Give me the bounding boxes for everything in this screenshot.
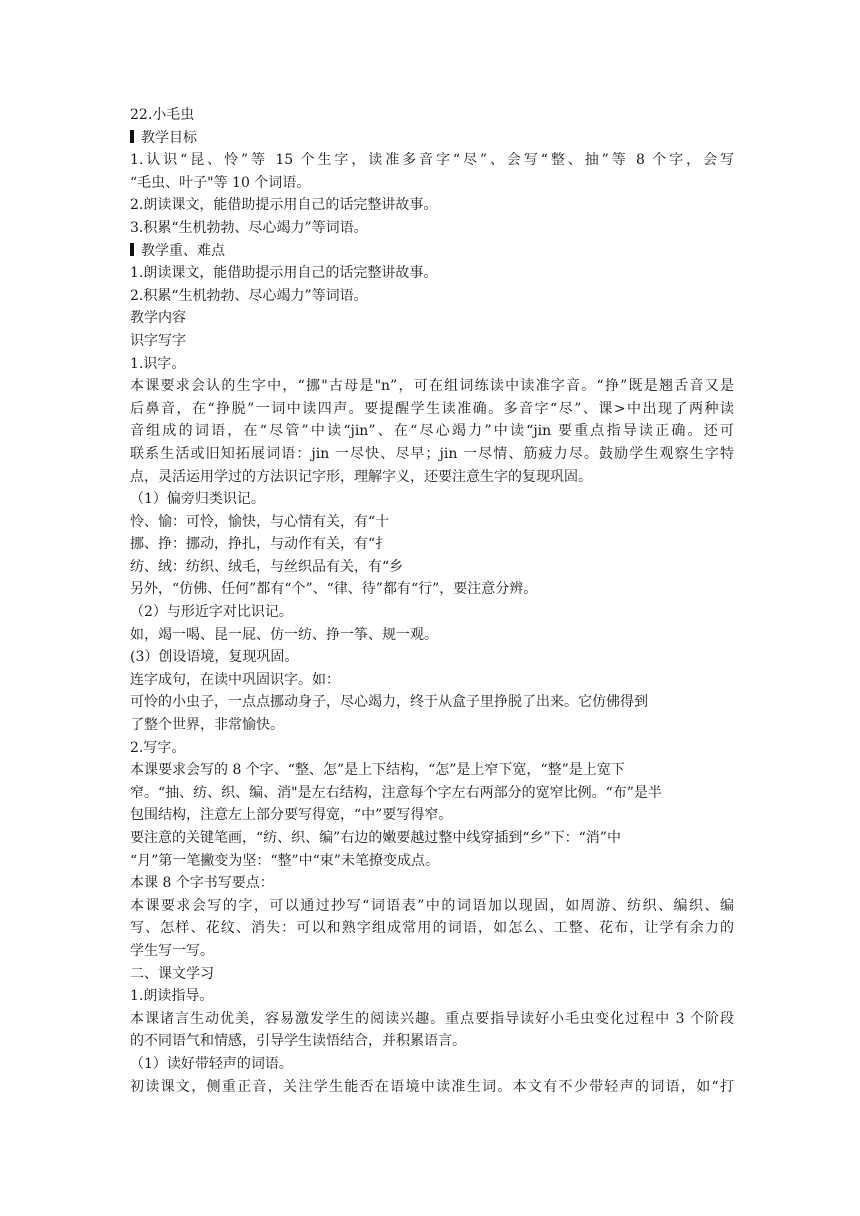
goal-line: “毛虫、叶子"等 10 个词语。 <box>130 174 311 191</box>
paragraph-line: 学生写一写。 <box>130 942 214 959</box>
section-heading-lesson: 二、课文学习 <box>130 965 214 982</box>
paragraph-line: 了整个世界，非常愉快。 <box>130 717 284 734</box>
paragraph-line: 可怜的小虫子，一点点挪动身子，尽心竭力，终于从盒子里挣脱了出来。它仿佛得到 <box>130 694 648 711</box>
paragraph-title: 2.写字。 <box>130 739 186 756</box>
paragraph-line: 后鼻音，在“挣脱”一词中读四声。要提醒学生读准确。多音字“尽”、课>中出现了两种读 <box>130 400 734 417</box>
paragraph-line: 的不同语气和情感，引导学生读悟结合，并积累语言。 <box>130 1033 466 1050</box>
paragraph-line: 窄。“抽、纺、织、编、消"是左右结构，注意每个字左右两部分的宽窄比例。“布”是半 <box>130 784 662 801</box>
paragraph-line: 如，竭一喝、昆一屁、仿一纺、挣一筝、规一观。 <box>130 626 438 643</box>
subheading: 识字写字 <box>130 332 186 349</box>
paragraph-line: 本课要求会写的 8 个字、“整、怎”是上下结构，“怎”是上窄下宽，“整”是上宽下 <box>130 762 625 779</box>
paragraph-line: 写、怎样、花纹、消失：可以和熟字组成常用的词语，如怎么、工整、花布，让学有余力的 <box>130 920 734 937</box>
paragraph-line: 纺、绒：纺织、绒毛，与丝织品有关，有“乡 <box>130 558 404 575</box>
section-heading-content: 教学内容 <box>130 310 186 327</box>
goal-line: 3.积累“生机勃勃、尽心竭力”等词语。 <box>130 219 368 236</box>
paragraph-line: 本课要求会认的生字中，“挪"古母是"n”，可在组词练读中读准字音。“挣”既是翘舌音又是 <box>130 378 734 395</box>
goal-line: 2.朗读课文，能借助提示用自己的话完整讲故事。 <box>130 197 438 214</box>
paragraph-title: 1.朗读指导。 <box>130 988 214 1005</box>
key-point-line: 1.朗读课文，能借助提示用自己的话完整讲故事。 <box>130 265 438 282</box>
paragraph-title: 本课 8 个字书写要点： <box>130 875 274 892</box>
paragraph-line: 连字成句，在读中巩固识字。如： <box>130 671 340 688</box>
paragraph-line: “月”第一笔撇变为坚：“整”中“束”未笔撩变成点。 <box>130 852 439 869</box>
paragraph-title: （2）与形近字对比识记。 <box>130 604 293 621</box>
paragraph-line: 怜、愉：可怜，愉快，与心情有关，有“十 <box>130 513 390 530</box>
paragraph-line: 联系生活或旧知拓展词语：jin 一尽快、尽早；jin 一尽情、筋疲力尽。鼓励学生观察生字特 <box>130 445 734 462</box>
goal-line: 1.认识“昆、怜”等 15 个生字，读准多音字“尽”、会写“整、抽”等 8 个字，会写 <box>130 152 734 169</box>
paragraph-title: （1）偏旁归类识记。 <box>130 491 265 508</box>
paragraph-line: 要注意的关键笔画，“纺、织、编”右边的嫩要越过整中线穿插到“乡”下：“消”中 <box>130 830 621 846</box>
section-heading-key-points: 教学重、难点 <box>130 240 734 263</box>
section-heading-goals: 教学目标 <box>130 127 734 150</box>
paragraph-line: 包围结构，注意左上部分要写得宽，“中”要写得窄。 <box>130 807 453 824</box>
paragraph-title: (3）创设语境，复现巩固。 <box>130 649 299 666</box>
paragraph-line: 点，灵活运用学过的方法识记字形，理解字义，还要注意生字的复现巩固。 <box>130 468 592 485</box>
document-body <box>130 104 734 1098</box>
paragraph-title: 1.识字。 <box>130 355 186 372</box>
paragraph-line: 音组成的词语，在“尽管”中读“jin”、在“尽心竭力”中读“jin 要重点指导读正确。还可 <box>130 423 734 440</box>
heading-marker-icon <box>130 130 134 143</box>
paragraph-line: 本课诸言生动优美，容易激发学生的阅读兴趣。重点要指导读好小毛虫变化过程中 3 个阶段 <box>130 1010 734 1027</box>
paragraph-line: 本课要求会写的字，可以通过抄写“词语表”中的词语加以现固，如周游、纺织、编织、编 <box>130 897 734 914</box>
key-point-line: 2.积累“生机勃勃、尽心竭力”等词语。 <box>130 287 368 304</box>
paragraph-title: （1）读好带轻声的词语。 <box>130 1055 293 1072</box>
heading-marker-icon <box>130 243 134 256</box>
document-title: 22.小毛虫 <box>130 107 195 123</box>
paragraph-line: 初读课文，侧重正音，关注学生能否在语境中读准生词。本文有不少带轻声的词语，如“打 <box>130 1078 734 1095</box>
paragraph-line: 挪、挣：挪动，挣扎，与动作有关，有“扌 <box>130 536 390 553</box>
paragraph-line: 另外，“仿佛、任何”都有“个”、“律、待”都有“行”，要注意分辨。 <box>130 581 538 598</box>
